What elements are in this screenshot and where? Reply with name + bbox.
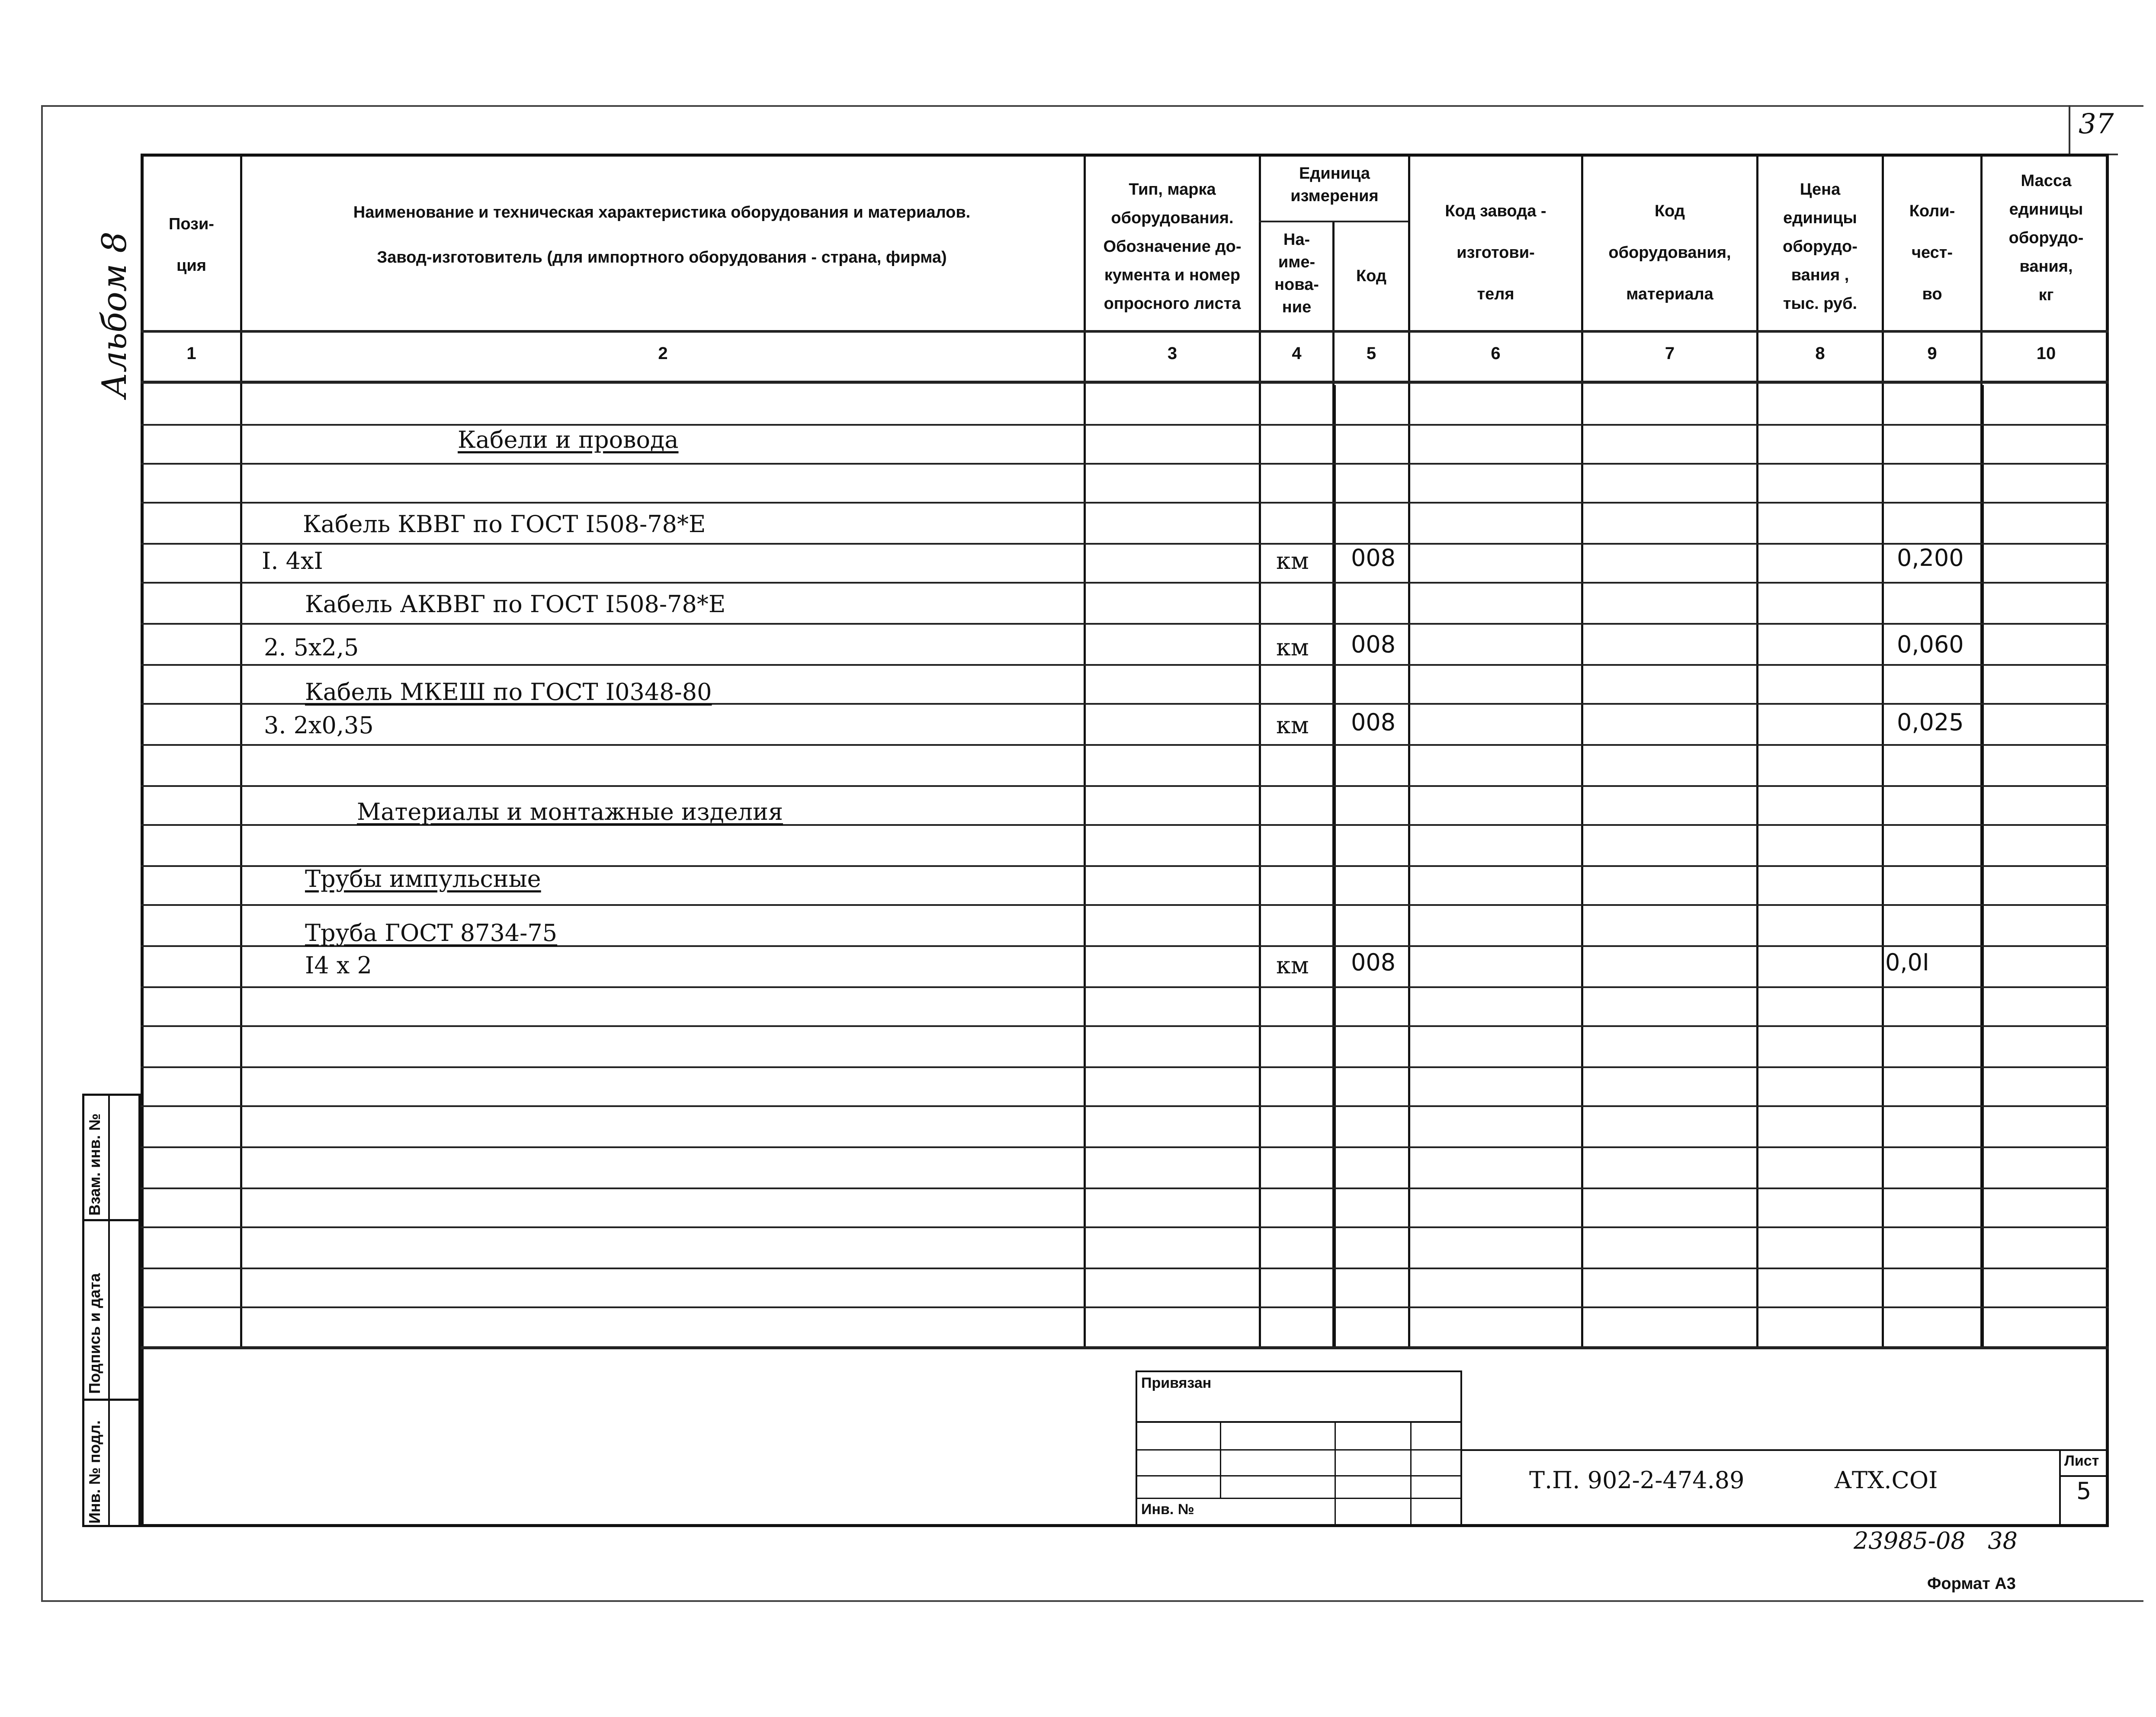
colnum-5: 5: [1366, 344, 1376, 363]
privyazan-rule-1: [1136, 1421, 1462, 1423]
inv-no-label: Инв. №: [1141, 1501, 1194, 1518]
col-line-2: [1084, 154, 1086, 1348]
document-code: Т.П. 902-2-474.89: [1529, 1467, 1745, 1494]
cable3-name: Кабель МКЕШ по ГОСТ I0348-80: [305, 678, 712, 706]
header-col2-line2: Завод-изготовитель (для импортного оборудования - страна, фирма): [377, 248, 947, 266]
pipe-unit: км: [1276, 952, 1309, 979]
colnum-7: 7: [1665, 344, 1675, 363]
colnum-rule: [141, 381, 2109, 384]
pipe-qty: 0,0I: [1885, 949, 1929, 976]
header-col4: На- име- нова- ние: [1274, 231, 1319, 316]
row-rule: [141, 1105, 2109, 1107]
cable1-unit: км: [1276, 547, 1309, 574]
subsection-pipes: Трубы импульсные: [305, 865, 541, 892]
cable2-name: Кабель АКВВГ по ГОСТ I508-78*Е: [305, 591, 726, 618]
side-stamp-divider-1: [108, 1094, 110, 1527]
privyazan-label: Привязан: [1141, 1375, 1212, 1391]
privyazan-rule-2: [1136, 1449, 1462, 1451]
row-rule: [141, 1146, 2109, 1148]
colnum-8: 8: [1815, 344, 1825, 363]
col-line-1: [240, 154, 242, 1348]
side-stamp-divider-2: [82, 1219, 141, 1221]
row-rule: [141, 785, 2109, 787]
row-rule: [141, 582, 2109, 584]
header-col2-line1: Наименование и техническая характеристика оборудования и материалов.: [353, 203, 971, 221]
list-box-rule: [2059, 1475, 2109, 1477]
row-rule: [141, 623, 2109, 625]
row-rule: [141, 986, 2109, 988]
col-line-8: [1882, 154, 1884, 1348]
row-rule: [141, 1226, 2109, 1228]
row-rule: [141, 744, 2109, 746]
cable3-position: 3. 2х0,35: [264, 712, 374, 739]
row-rule: [141, 502, 2109, 504]
colnum-4: 4: [1292, 344, 1302, 363]
row-rule: [141, 904, 2109, 906]
col-line-6: [1581, 154, 1583, 1348]
cable3-code: 008: [1351, 709, 1396, 736]
cable1-code: 008: [1351, 544, 1396, 571]
privyazan-vrule-2: [1335, 1421, 1336, 1527]
cable1-name: Кабель КВВГ по ГОСТ I508-78*Е: [303, 510, 706, 538]
colnum-3: 3: [1167, 344, 1177, 363]
cable1-position: I. 4хI: [262, 547, 323, 574]
privyazan-rule-3: [1136, 1475, 1462, 1476]
body-bottom-rule: [141, 1346, 2109, 1349]
row-rule: [141, 1187, 2109, 1189]
cable2-unit: км: [1276, 634, 1309, 661]
cable2-code: 008: [1351, 631, 1396, 658]
colnum-1: 1: [186, 344, 196, 363]
row-rule: [141, 463, 2109, 465]
document-mark: АТХ.СОI: [1834, 1467, 1938, 1494]
col-line-5: [1408, 154, 1410, 1348]
pipe-name: Труба ГОСТ 8734-75: [305, 919, 558, 947]
privyazan-rule-4: [1136, 1498, 1462, 1499]
unit-subrule: [1259, 221, 1408, 222]
header-col8: Цена единицы оборудо- вания , тыс. руб.: [1783, 180, 1858, 313]
row-rule: [141, 1025, 2109, 1027]
header-col10: Масса единицы оборудо- вания, кг: [2008, 172, 2084, 304]
colnum-9: 9: [1927, 344, 1937, 363]
stamp-vzam-label: Взам. инв. №: [86, 1113, 103, 1216]
stamp-podpis-label: Подпись и дата: [86, 1273, 103, 1394]
header-col5: Код: [1356, 267, 1387, 285]
stamp-inv-label: Инв. № подл.: [86, 1420, 103, 1524]
cable2-position: 2. 5х2,5: [264, 634, 359, 661]
row-rule: [141, 424, 2109, 426]
corner-sheet-number: 37: [2079, 108, 2114, 140]
col-line-7: [1756, 154, 1758, 1348]
cable1-qty: 0,200: [1897, 544, 1964, 571]
header-col45-top: Единица измерения: [1290, 164, 1379, 205]
section-materials-heading: Материалы и монтажные изделия: [357, 798, 783, 825]
header-col6: Код завода - изготови- теля: [1445, 202, 1546, 303]
colnum-6: 6: [1491, 344, 1501, 363]
row-rule: [141, 1306, 2109, 1308]
privyazan-vrule-3: [1410, 1421, 1412, 1527]
header-rule: [141, 330, 2109, 333]
header-col1: Пози- ция: [169, 215, 214, 275]
pipe-size: I4 х 2: [305, 952, 372, 979]
pipe-code: 008: [1351, 949, 1396, 976]
header-col7: Код оборудования, материала: [1608, 202, 1731, 303]
title-stripe-top: [1462, 1449, 2109, 1451]
handwritten-archive-number: 23985-08 38: [1854, 1527, 2018, 1554]
colnum-10: 10: [2036, 344, 2056, 363]
album-label: Альбом 8: [95, 231, 134, 398]
row-rule: [141, 1066, 2109, 1068]
list-number: 5: [2076, 1477, 2092, 1505]
header-col3: Тип, марка оборудования. Обозначение до- кумента и номер опросного листа: [1103, 180, 1242, 313]
cable3-qty: 0,025: [1897, 709, 1964, 736]
list-label: Лист: [2064, 1453, 2099, 1469]
cable2-qty: 0,060: [1897, 631, 1964, 658]
section-cables-heading: Кабели и провода: [458, 426, 679, 453]
cable3-unit: км: [1276, 712, 1309, 739]
col-line-3: [1259, 154, 1261, 1348]
colnum-2: 2: [658, 344, 668, 363]
row-rule: [141, 1268, 2109, 1269]
header-col9: Коли- чест- во: [1909, 202, 1955, 303]
row-rule: [141, 543, 2109, 545]
row-rule: [141, 664, 2109, 666]
side-stamp-divider-3: [82, 1399, 141, 1401]
format-label: Формат А3: [1927, 1575, 2016, 1593]
privyazan-vrule-1: [1220, 1421, 1221, 1499]
